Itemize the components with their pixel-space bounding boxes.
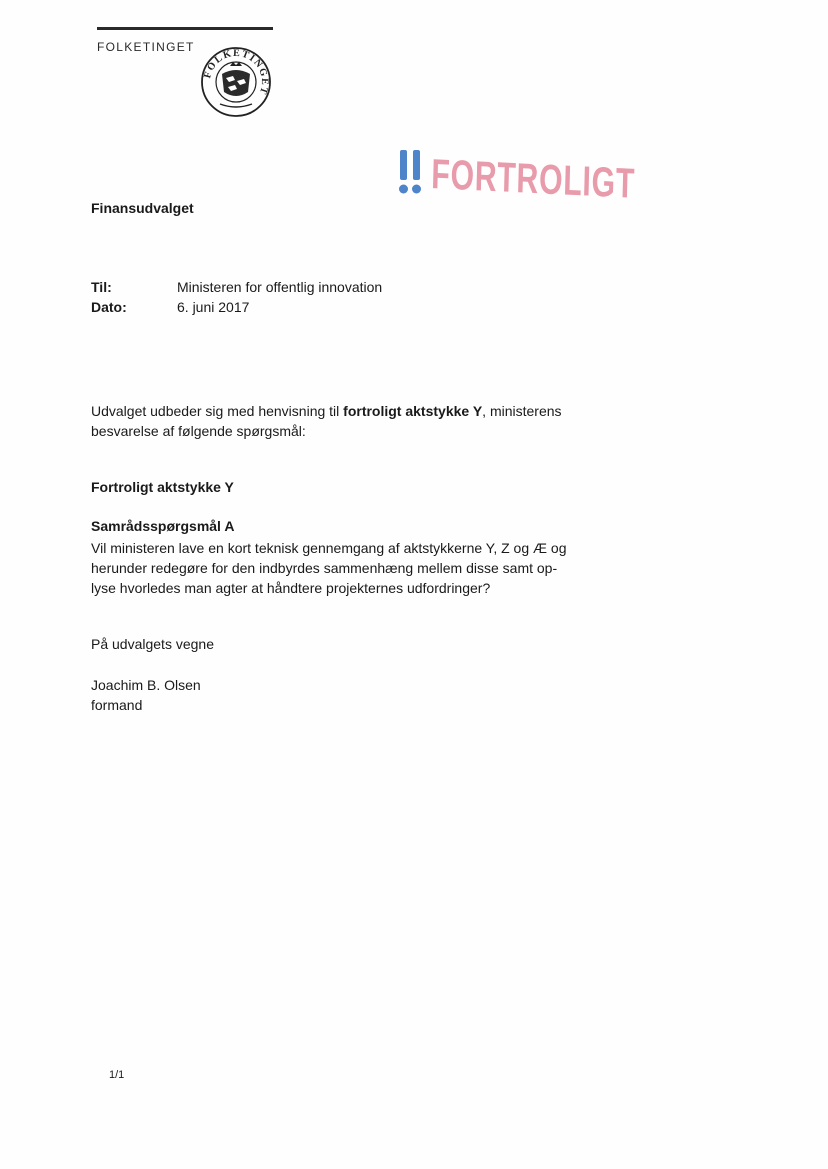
committee-name: Finansudvalget	[91, 200, 194, 216]
intro-text-start: Udvalget udbeder sig med henvisning til	[91, 403, 344, 419]
intro-line-2: besvarelse af følgende spørgsmål:	[91, 423, 306, 439]
question-title: Samrådsspørgsmål A	[91, 518, 235, 534]
question-line: Vil ministeren lave en kort teknisk gennemgang af aktstykkerne Y, Z og Æ og	[91, 540, 567, 556]
recipient-label: Til:	[91, 279, 112, 295]
question-body	[91, 538, 611, 598]
signature-block	[91, 675, 611, 715]
intro-bold-reference: fortroligt aktstykke Y	[343, 403, 483, 419]
recipient-value: Ministeren for offentlig innovation	[177, 279, 383, 295]
question-line: herunder redegøre for den indbyrdes sammenhæng mellem disse samt op-	[91, 560, 558, 576]
signer-name: Joachim B. Olsen	[91, 677, 201, 693]
seal-text: FOLKETINGET	[202, 47, 271, 97]
on-behalf-text: På udvalgets vegne	[91, 636, 214, 652]
closing-phrase	[91, 634, 611, 654]
intro-paragraph	[91, 401, 611, 441]
header-rule	[97, 27, 273, 30]
date-value: 6. juni 2017	[177, 299, 250, 315]
organization-name: FOLKETINGET	[97, 40, 195, 54]
intro-text-end: , ministerens	[482, 403, 562, 419]
confidential-stamp-label: FORTROLIGT	[430, 150, 636, 207]
section-heading: Fortroligt aktstykke Y	[91, 479, 234, 495]
parliament-seal-icon	[200, 46, 272, 118]
intro-line-1	[91, 401, 611, 421]
date-label: Dato:	[91, 299, 127, 315]
signer-title: formand	[91, 697, 143, 713]
page-number: 1/1	[109, 1069, 125, 1081]
question-line: lyse hvorledes man agter at håndtere projekternes udfordringer?	[91, 580, 491, 596]
